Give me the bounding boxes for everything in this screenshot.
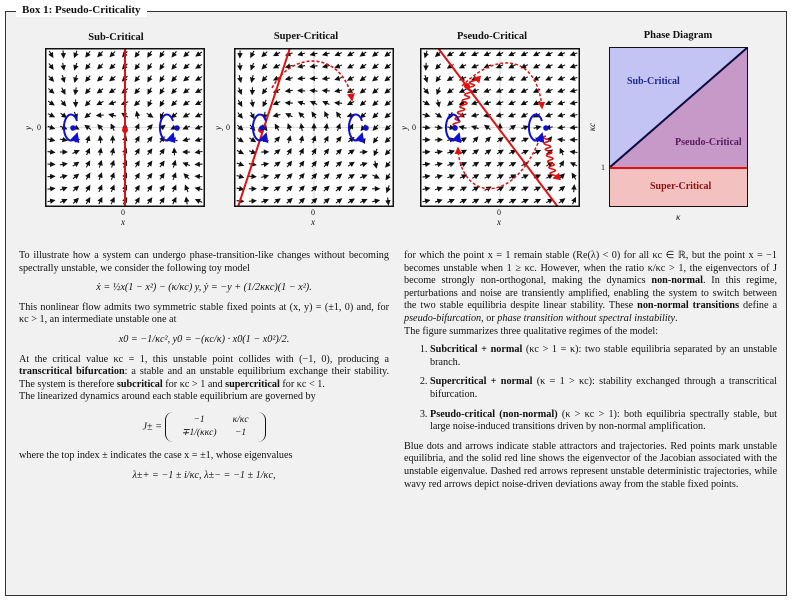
panel2-ylabel: y (399, 126, 409, 130)
panel2-xlabel: x (497, 217, 501, 227)
stable-attractor-point (70, 125, 76, 131)
stable-attractor-point (174, 125, 180, 131)
phase-diagram-title: Phase Diagram (643, 30, 713, 41)
panel-title-sub-critical: Sub-Critical (88, 32, 144, 43)
equation-model: ẋ = ½x(1 − x²) − (κ/κc) y, ẏ = −y + (1/2κκc)(1 − x²). (96, 282, 312, 294)
panel1-xlabel: x (311, 217, 315, 227)
flow-arrow (240, 63, 241, 70)
equation-jacobian: J± = −1 κ/κc ∓1/(κκc) −1 (19, 412, 389, 442)
phase-ytick: 1 (601, 163, 605, 172)
equation-eigenvalues: λ±+ = −1 ± i/κc, λ±− = −1 ± 1/κc, (132, 469, 276, 481)
flow-arrow (335, 103, 342, 104)
region-label-sub: Sub-Critical (627, 76, 680, 87)
flow-arrow (574, 185, 575, 192)
panel2-xtick: 0 (497, 208, 501, 217)
left-p5: where the top index ± indicates the case x = ±1, whose eigenvalues (19, 449, 293, 461)
flow-arrow (298, 78, 305, 79)
panel-title-pseudo-critical: Pseudo-Critical (457, 31, 527, 42)
left-p1: To illustrate how a system can undergo phase-transition-like changes without becoming spectrally unstable, we consider the following toy model (19, 250, 389, 274)
right-p1: for which the point x = 1 remain stable (Re(λ) < 0) for all κc ∈ ℝ, but the point x = −1 becomes unstable when 1 ≥ κc. However, when the ratio κ/κc > 1, the eigenvectors of J become strongly non-orthogonal, making the dynamics non-normal. In this regime, perturbations and noise are transiently amplified, enabling the system to switch between the two stable equilibria despite linear stability. These non-normal transitions define a pseudo-bifurcation, or phase transition without spectral instability. (404, 250, 777, 324)
panel2-ytick: 0 (412, 123, 416, 132)
phase-ylabel: κc (587, 122, 598, 132)
left-p3: At the critical value κc = 1, this unstable point collides with (−1, 0), producing a transcritical bifurcation: a stable and an unstable equilibrium exchange their stability. The system is therefore subcritical for κc > 1 and supercritical for κc < 1. (19, 353, 390, 390)
regimes-list (404, 344, 777, 434)
regime-item: 3. Pseudo-critical (non-normal) (κ > κc > 1): both equilibria spectrally stable, but large noise-induced transitions driven by non-normal amplification. (430, 409, 777, 434)
regime-item: 1. Subcritical + normal (κc > 1 = κ): two stable equilibria separated by an unstable branch. (430, 344, 777, 369)
stable-attractor-point (363, 125, 369, 131)
panel1-ylabel: y (213, 126, 223, 130)
left-column (19, 250, 389, 489)
left-p4: The linearized dynamics around each stable equilibrium are governed by (19, 391, 316, 403)
unstable-point (122, 127, 128, 133)
right-p3: Blue dots and arrows indicate stable attractors and trajectories. Red points mark unstable equilibria, and the solid red line shows the eigenvector of the Jacobian associated with the unstable eigenvalue. Dashed red arrows represent unstable deterministic trajectories, while wavy red arrows depict noise-driven deviations away from the stable fixed points. (404, 440, 777, 490)
stable-attractor-point (259, 125, 265, 131)
flow-arrow (63, 51, 64, 58)
region-label-super: Super-Critical (650, 181, 712, 192)
phase-xlabel: κ (676, 212, 681, 222)
panel0-ylabel: y (23, 126, 33, 130)
panel0-xtick: 0 (121, 208, 125, 217)
stable-attractor-point (452, 125, 458, 131)
regime-item: 2. Supercritical + normal (κ = 1 > κc): stability exchanged through a transcritical bifurcation. (430, 376, 777, 401)
flow-arrow (100, 136, 101, 143)
panel0-ytick: 0 (37, 123, 41, 132)
panel0-xlabel: x (121, 217, 125, 227)
equation-unstable-point: x0 = −1/κc², y0 = −(κc/κ) · x0(1 − x0²)/2. (118, 333, 290, 345)
left-p2: This nonlinear flow admits two symmetric stable fixed points at (x, y) = (±1, 0) and, for κc > 1, an intermediate unstable one at (19, 301, 389, 326)
box-title: Box 1: Pseudo-Criticality (16, 3, 147, 17)
panel1-xtick: 0 (311, 208, 315, 217)
pseudo-critical-flow-plot (420, 48, 580, 207)
panel1-ytick: 0 (226, 123, 230, 132)
region-label-pseudo: Pseudo-Critical (675, 137, 742, 148)
stable-attractor-point (543, 125, 549, 131)
panel-title-super-critical: Super-Critical (273, 31, 339, 42)
flow-arrow (196, 176, 203, 177)
super-critical-flow-plot (234, 48, 394, 207)
flow-arrow (249, 176, 256, 177)
right-column (404, 250, 777, 491)
flow-arrow (388, 198, 389, 205)
right-p2: The figure summarizes three qualitative regimes of the model: (404, 325, 659, 337)
sub-critical-flow-plot (45, 48, 205, 207)
